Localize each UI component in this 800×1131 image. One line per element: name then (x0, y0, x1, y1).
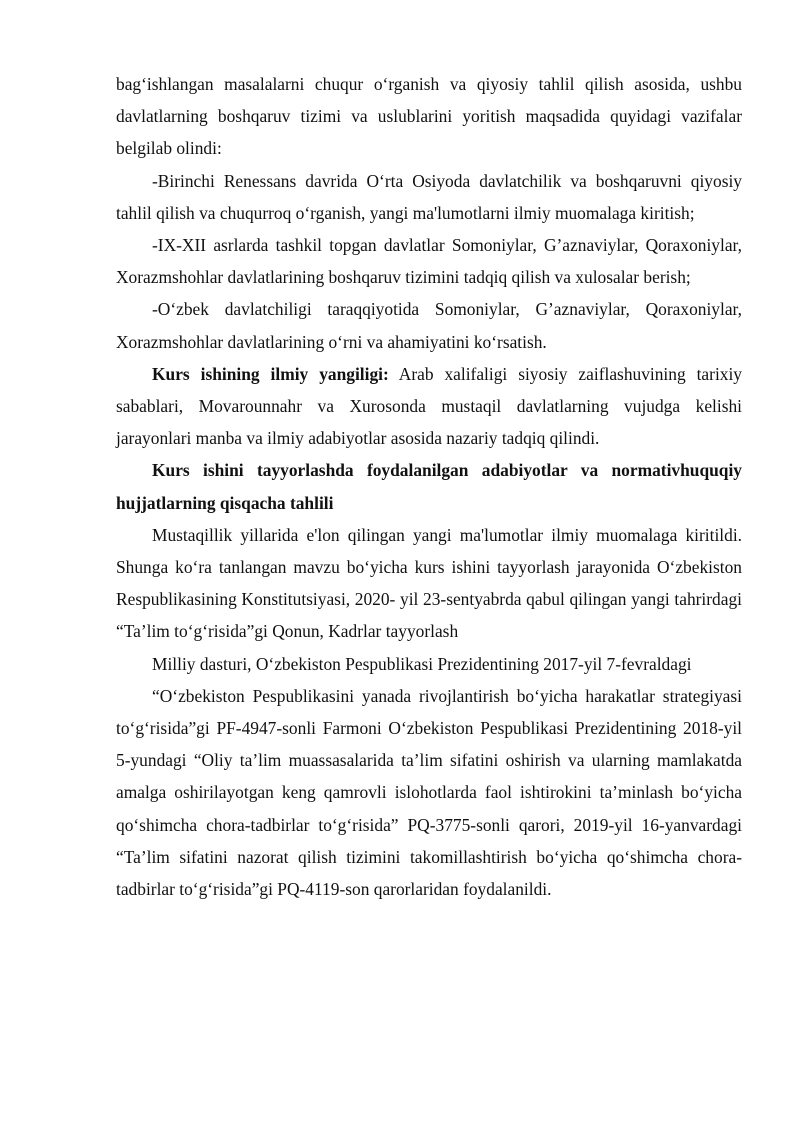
literature-paragraph-2: Milliy dasturi, O‘zbekiston Pespublikasi Prezidentining 2017-yil 7-fevraldagi (152, 653, 692, 674)
novelty-heading: Kurs ishining ilmiy yangiligi: (152, 363, 389, 384)
novelty-text: Arab xalifaligi siyosiy zaiflashuvining tarixiy sabablari, Movarounnahr va Xurosonda mustaqil davlatlarning vujudga kelishi jarayonlari manba va ilmiy adabiyotlar asosida nazariy tadqiq qilindi. (116, 363, 742, 449)
document-page (116, 68, 742, 905)
novelty-paragraph (116, 358, 742, 455)
literature-paragraph-1: Mustaqillik yillarida e'lon qilingan yangi ma'lumotlar ilmiy muomalaga kiritildi. Shunga ko‘ra tanlangan mavzu bo‘yicha kurs ishini tayyorlash jarayonida O‘zbekiston Respublikasining Konstitutsiyasi, 2020- yil 23-sentyabrda qabul qilingan yangi tahrirdagi “Ta’lim to‘g‘risida”gi Qonun, Kadrlar tayyorlash (116, 524, 742, 642)
task-paragraph-3: -O‘zbek davlatchiligi taraqqiyotida Somoniylar, G’aznaviylar, Qoraxoniylar, Xorazmshohlar davlatlarining o‘rni va ahamiyatini ko‘rsatish. (116, 299, 742, 352)
task-paragraph-1: -Birinchi Renessans davrida O‘rta Osiyoda davlatchilik va boshqaruvni qiyosiy tahlil qilish va chuqurroq o‘rganish, yangi ma'lumotlarni ilmiy muomalaga kiritish; (116, 170, 742, 223)
task-paragraph-2: -IX-XII asrlarda tashkil topgan davlatlar Somoniylar, G’aznaviylar, Qoraxoniylar, Xorazmshohlar davlatlarining boshqaruv tizimini tadqiq qilish va xulosalar berish; (116, 235, 742, 288)
intro-paragraph: bag‘ishlangan masalalarni chuqur o‘rganish va qiyosiy tahlil qilish asosida, ushbu davlatlarning boshqaruv tizimi va uslublarini yoritish maqsadida quyidagi vazifalar belgilab olindi: (116, 74, 742, 159)
literature-paragraph-3: “O‘zbekiston Pespublikasini yanada rivojlantirish bo‘yicha harakatlar strategiyasi to‘g‘risida”gi PF-4947-sonli Farmoni O‘zbekiston Pespublikasi Prezidentining 2018-yil 5-yundagi “Oliy ta’lim muassasalarida ta’lim sifatini oshirish va ularning mamlakatda amalga oshirilayotgan keng qamrovli islohotlarda faol ishtirokini ta’minlash bo‘yicha qo‘shimcha chora-tadbirlar to‘g‘risida” PQ-3775-sonli qarori, 2019-yil 16-yanvardagi “Ta’lim sifatini nazorat qilish tizimini takomillashtirish bo‘yicha qo‘shimcha chora-tadbirlar to‘g‘risida”gi PQ-4119-son qarorlaridan foydalanildi. (116, 685, 742, 900)
literature-heading: Kurs ishini tayyorlashda foydalanilgan adabiyotlar va normativhuquqiy hujjatlarning qisqacha tahlili (116, 460, 742, 513)
